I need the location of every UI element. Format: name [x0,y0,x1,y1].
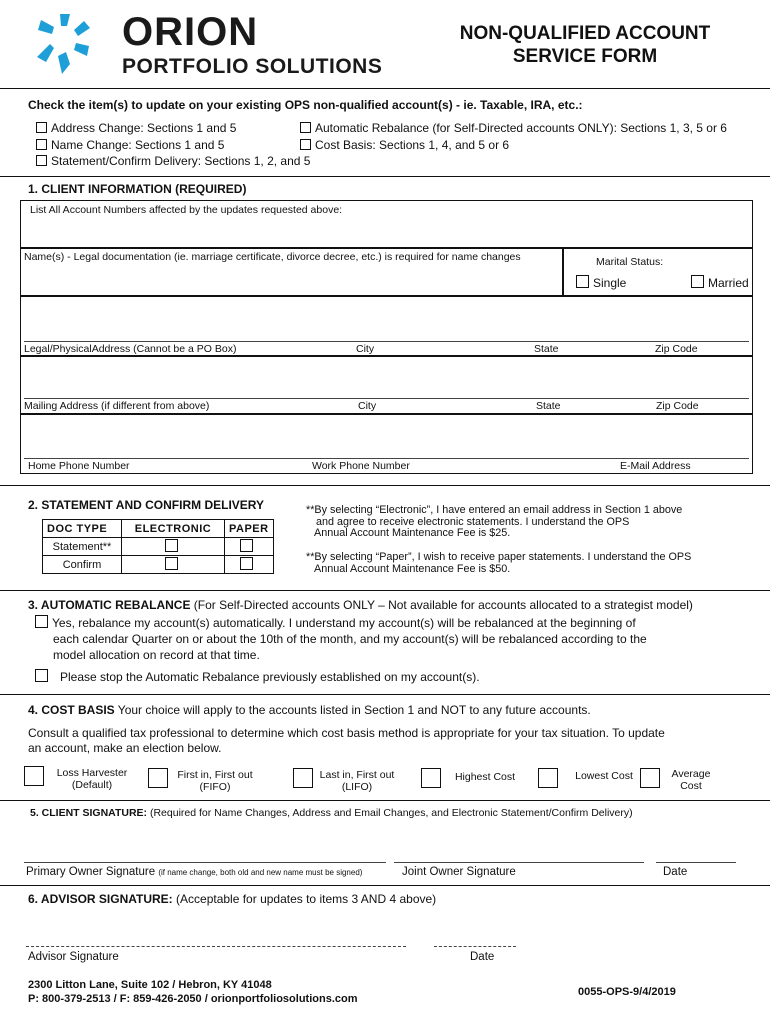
option-auto-rebalance[interactable] [300,120,727,137]
checkbox[interactable] [24,766,44,786]
advisor-date-line[interactable] [434,946,516,947]
method-label [664,768,718,792]
section2-heading: 2. STATEMENT AND CONFIRM DELIVERY [28,498,265,512]
marital-single[interactable] [576,275,626,290]
cost-basis-consult [28,726,665,756]
intro-options-right [300,120,727,153]
method-label [172,769,258,793]
checkbox[interactable] [691,275,704,288]
advisor-signature-line[interactable] [26,946,406,947]
mailing-state-label: State [536,400,561,412]
section5-subtitle: (Required for Name Changes, Address and Email Changes, and Electronic Statement/Confirm Delivery) [147,807,633,819]
statement-electronic-checkbox[interactable] [165,539,178,552]
primary-signature-line[interactable] [24,862,386,863]
checkbox[interactable] [36,155,47,166]
electronic-note-line: Annual Account Maintenance Fee is $25. [314,527,511,539]
method-loss-harvester[interactable] [24,766,48,788]
col-electronic: ELECTRONIC [122,520,225,538]
table-row [43,538,274,556]
method-label-line: (Default) [71,779,113,791]
rebalance-yes-option[interactable] [35,615,647,663]
option-label: Address Change: Sections 1 and 5 [51,121,237,135]
method-label-line: Loss Harvester [56,767,128,779]
cost-basis-methods [24,766,764,800]
checkbox[interactable] [148,768,168,788]
legal-address-label: Legal/PhysicalAddress (Cannot be a PO Box) [24,343,237,355]
option-statement-delivery[interactable] [36,153,310,170]
section4-title: 4. COST BASIS [28,703,115,717]
joint-signature-label: Joint Owner Signature [402,866,516,878]
section3-title: 3. AUTOMATIC REBALANCE [28,598,191,612]
rebalance-yes-checkbox[interactable] [35,615,48,628]
intro-instruction: Check the item(s) to update on your existing OPS non-qualified account(s) - ie. Taxable, IRA, etc.: [28,98,583,112]
primary-label-text: Primary Owner Signature [26,866,156,878]
form-id: 0055-OPS-9/4/2019 [578,986,676,998]
client-date-label: Date [663,866,688,878]
method-fifo[interactable] [148,768,172,790]
method-label-line: (LIFO) [341,781,373,793]
method-label-line: Highest Cost [454,771,516,783]
paper-note [306,552,691,575]
row-confirm: Confirm [43,556,122,574]
rebalance-stop-text: Please stop the Automatic Rebalance previously established on my account(s). [60,670,480,684]
logo-name: ORION [122,10,259,54]
intro-options-left [36,120,310,170]
checkbox[interactable] [300,122,311,133]
section3-subtitle: (For Self-Directed accounts ONLY – Not available for accounts allocated to a strategist model) [190,598,693,612]
section1-heading: 1. CLIENT INFORMATION (REQUIRED) [28,182,247,196]
logo-sub: PORTFOLIO SOLUTIONS [122,55,383,78]
method-label-line: Cost [680,780,702,792]
confirm-paper-checkbox[interactable] [240,557,253,570]
col-paper: PAPER [225,520,274,538]
married-label: Married [708,276,749,290]
section4-heading [28,703,591,717]
footer-address: 2300 Litton Lane, Suite 102 / Hebron, KY 41048 [28,979,272,991]
form-title [420,22,750,68]
mailing-zip-label: Zip Code [656,400,699,412]
statement-paper-checkbox[interactable] [240,539,253,552]
section6-title: 6. ADVISOR SIGNATURE: [28,892,173,906]
consult-line: Consult a qualified tax professional to determine which cost basis method is appropriate for your tax situation. To update [28,726,665,740]
method-label-line: First in, First out [177,769,253,781]
rebalance-yes-text: Yes, rebalance my account(s) automatically. I understand my account(s) will be rebalanced at the beginning of [52,616,636,630]
method-label [52,767,132,791]
footer-address-block [28,978,358,1006]
checkbox[interactable] [640,768,660,788]
rebalance-stop-checkbox[interactable] [35,669,48,682]
method-label [564,770,644,782]
orion-logo-icon [34,12,114,82]
checkbox[interactable] [36,139,47,150]
rebalance-yes-text: each calendar Quarter on or about the 10th of the month, and my account(s) will be rebalanced according to the [53,632,647,646]
electronic-note-line: and agree to receive electronic statements. I understand the OPS [316,515,630,528]
method-label [444,771,526,783]
option-name-change[interactable] [36,137,310,154]
legal-state-label: State [534,343,559,355]
method-average-cost[interactable] [640,768,664,790]
row-statement: Statement** [43,538,122,556]
checkbox[interactable] [300,139,311,150]
method-lowest-cost[interactable] [538,768,562,790]
rebalance-stop-option[interactable] [35,669,480,684]
method-label-line: (FIFO) [199,781,231,793]
method-label [314,769,400,793]
method-label-line: Last in, First out [319,769,395,781]
electronic-note-line: **By selecting “Electronic”, I have entered an email address in Section 1 above [306,504,683,516]
client-date-line[interactable] [656,862,736,863]
section5-heading [30,807,633,819]
home-phone-label: Home Phone Number [28,460,130,472]
electronic-note [306,505,682,540]
mailing-address-label: Mailing Address (if different from above) [24,400,210,412]
option-label: Automatic Rebalance (for Self-Directed accounts ONLY): Sections 1, 3, 5 or 6 [315,121,727,135]
section3-heading [28,598,693,612]
table-row [43,556,274,574]
section5-title: 5. CLIENT SIGNATURE: [30,807,148,819]
statement-electronic-cell [122,538,225,556]
paper-note-line: **By selecting “Paper”, I wish to receive paper statements. I understand the OPS [306,551,692,563]
names-label: Name(s) - Legal documentation (ie. marriage certificate, divorce decree, etc.) is required for name changes [24,251,521,263]
form-title-line1: NON-QUALIFIED ACCOUNT [459,23,711,44]
work-phone-label: Work Phone Number [312,460,410,472]
section6-heading [28,892,436,906]
col-doc-type: DOC TYPE [43,520,122,538]
confirm-electronic-cell [122,556,225,574]
method-label-line: Lowest Cost [575,770,633,782]
rebalance-yes-text: model allocation on record at that time. [53,648,260,662]
consult-line: an account, make an election below. [28,741,222,755]
checkbox[interactable] [576,275,589,288]
legal-zip-label: Zip Code [655,343,698,355]
advisor-signature-label: Advisor Signature [28,951,119,963]
checkbox[interactable] [538,768,558,788]
paper-note-line: Annual Account Maintenance Fee is $50. [314,562,511,575]
confirm-paper-cell [225,556,274,574]
option-label: Cost Basis: Sections 1, 4, and 5 or 6 [315,137,510,152]
advisor-date-label: Date [470,951,495,963]
option-cost-basis[interactable] [300,137,727,154]
method-label-line: Average [671,768,711,780]
checkbox[interactable] [293,768,313,788]
mailing-city-label: City [358,400,377,412]
form-title-line2: SERVICE FORM [512,46,658,67]
accounts-label: List All Account Numbers affected by the updates requested above: [30,204,343,216]
primary-signature-label [26,866,362,878]
legal-city-label: City [356,343,375,355]
option-address-change[interactable] [36,120,310,137]
joint-signature-line[interactable] [394,862,644,863]
checkbox[interactable] [36,122,47,133]
marital-label: Marital Status: [596,256,664,268]
single-label: Single [593,276,627,290]
confirm-electronic-checkbox[interactable] [165,557,178,570]
email-label: E-Mail Address [620,460,691,472]
primary-label-note: (if name change, both old and new name must be signed) [158,868,363,877]
method-highest-cost[interactable] [421,768,445,790]
statement-paper-cell [225,538,274,556]
footer-contact: P: 800-379-2513 / F: 859-426-2050 / orionportfoliosolutions.com [28,993,358,1005]
marital-married[interactable] [691,275,749,290]
option-label: Statement/Confirm Delivery: Sections 1, 2, and 5 [51,154,311,168]
section6-subtitle: (Acceptable for updates to items 3 AND 4 above) [172,892,437,906]
option-label: Name Change: Sections 1 and 5 [51,137,225,152]
section4-subtitle: Your choice will apply to the accounts listed in Section 1 and NOT to any future accounts. [114,703,591,717]
checkbox[interactable] [421,768,441,788]
delivery-table [42,519,274,574]
